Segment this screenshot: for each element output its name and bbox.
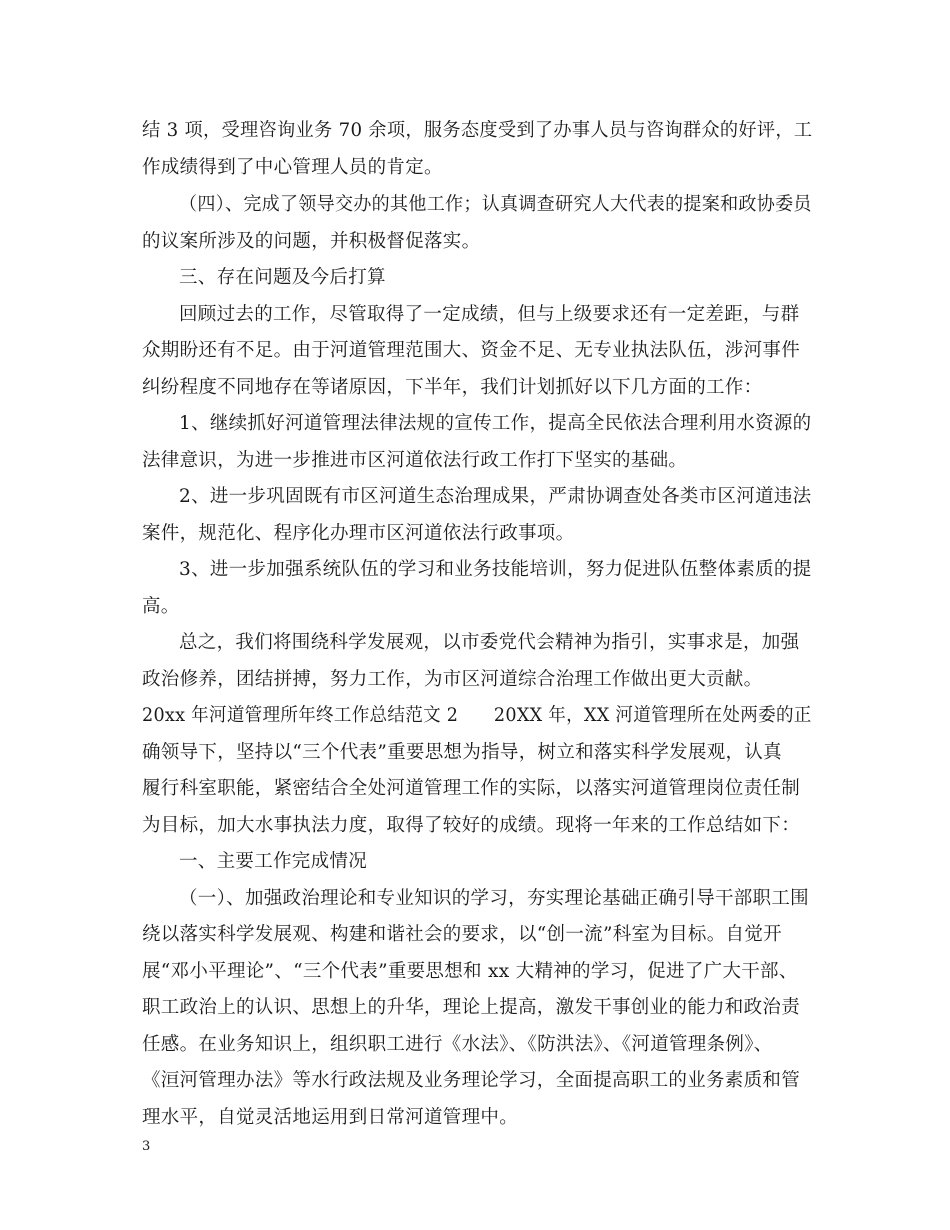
- paragraph-line: 作成绩得到了中心管理人员的肯定。: [142, 157, 443, 178]
- paragraph-line: 理水平，自觉灵活地运用到日常河道管理中。: [142, 1107, 519, 1128]
- paragraph-line: 高。: [142, 596, 180, 617]
- paragraph-line: 法律意识，为进一步推进市区河道依法行政工作打下坚实的基础。: [142, 450, 688, 471]
- paragraph-line: 2、进一步巩固既有市区河道生态治理成果，严肃协调查处各类市区河道违法: [179, 486, 812, 507]
- page-number: 3: [142, 1139, 151, 1154]
- section-heading: 一、主要工作完成情况: [179, 851, 368, 872]
- paragraph-line: 20xx 年河道管理所年终工作总结范文 2 20XX 年，XX 河道管理所在处两委的正: [142, 705, 812, 726]
- paragraph-line: 绕以落实科学发展观、构建和谐社会的要求，以“创一流”科室为目标。自觉开: [142, 924, 782, 945]
- section-heading: 三、存在问题及今后打算: [179, 267, 386, 288]
- paragraph-line: 结 3 项，受理咨询业务 70 余项，服务态度受到了办事人员与咨询群众的好评，工: [142, 120, 813, 141]
- paragraph-line: 任感。在业务知识上，组织职工进行《水法》、《防洪法》、《河道管理条例》、: [142, 1034, 773, 1055]
- paragraph-line: 职工政治上的认识、思想上的升华，理论上提高，激发干事创业的能力和政治责: [142, 997, 801, 1018]
- paragraph-line: 1、继续抓好河道管理法律法规的宣传工作，提高全民依法合理利用水资源的: [179, 413, 812, 434]
- paragraph-line: （四）、完成了领导交办的其他工作；认真调查研究人大代表的提案和政协委员: [179, 194, 812, 215]
- paragraph-line: （一）、加强政治理论和专业知识的学习，夯实理论基础正确引导干部职工围: [179, 888, 809, 909]
- paragraph-line: 确领导下，坚持以“三个代表”重要思想为指导，树立和落实科学发展观，认真: [142, 742, 782, 763]
- paragraph-line: 纠纷程度不同地存在等诸原因，下半年，我们计划抓好以下几方面的工作：: [142, 377, 763, 398]
- paragraph-line: 总之，我们将围绕科学发展观，以市委党代会精神为指引，实事求是，加强: [179, 632, 800, 653]
- paragraph-line: 回顾过去的工作，尽管取得了一定成绩，但与上级要求还有一定差距，与群: [179, 304, 800, 325]
- paragraph-line: 案件，规范化、程序化办理市区河道依法行政事项。: [142, 523, 575, 544]
- paragraph-line: 《洹河管理办法》等水行政法规及业务理论学习，全面提高职工的业务素质和管: [142, 1070, 801, 1091]
- paragraph-line: 为目标，加大水事执法力度，取得了较好的成绩。现将一年来的工作总结如下：: [142, 815, 801, 836]
- paragraph-line: 的议案所涉及的问题，并积极督促落实。: [142, 231, 481, 252]
- paragraph-line: 政治修养，团结拼搏，努力工作，为市区河道综合治理工作做出更大贡献。: [142, 669, 763, 690]
- paragraph-line: 展“邓小平理论”、“三个代表”重要思想和 xx 大精神的学习，促进了广大干部、: [142, 961, 798, 982]
- paragraph-line: 履行科室职能，紧密结合全处河道管理工作的实际，以落实河道管理岗位责任制: [142, 778, 801, 799]
- paragraph-line: 众期盼还有不足。由于河道管理范围大、资金不足、无专业执法队伍，涉河事件: [142, 340, 801, 361]
- paragraph-line: 3、进一步加强系统队伍的学习和业务技能培训，努力促进队伍整体素质的提: [179, 559, 812, 580]
